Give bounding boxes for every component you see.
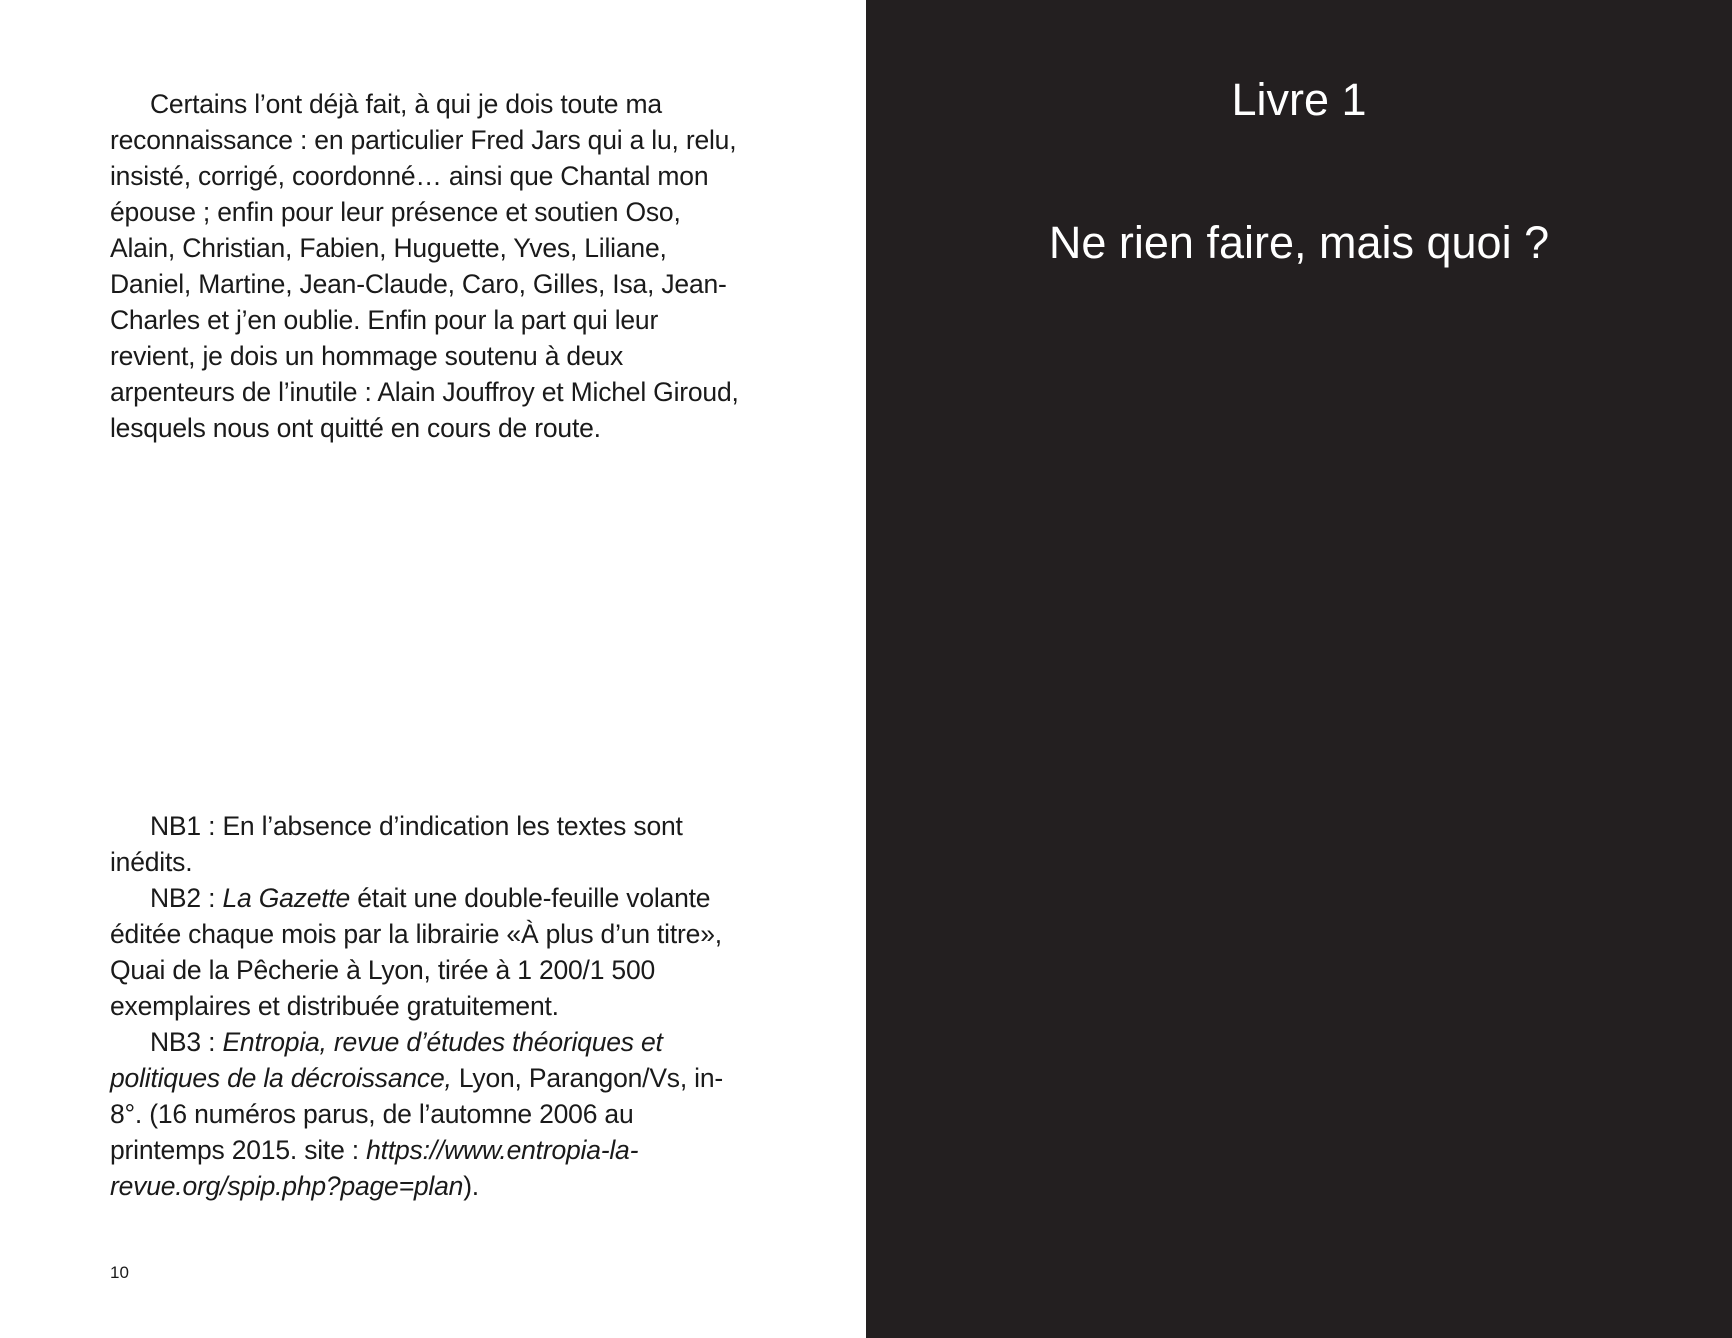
acknowledgements-paragraph: Certains l’ont déjà fait, à qui je dois toute ma reconnaissance : en particulier Fred Jars qui a lu, relu, insisté, corrigé, coordonné… ainsi que Chantal mon épouse ; enfin pour leur présence et soutien Oso, Alain, Christian, Fabien, Huguette, Yves, Liliane, Daniel, Martine, Jean-Claude, Caro, Gilles, Isa, Jean-Charles et j’en oublie. Enfin pour la part qui leur revient, je dois un hommage soutenu à deux arpenteurs de l’inutile : Alain Jouffroy et Michel Giroud, lesquels nous ont quitté en cours de route. [110, 89, 739, 443]
book-label: Livre 1 [1231, 74, 1367, 125]
page-number: 10 [110, 1263, 129, 1282]
note-nb3 [110, 1024, 750, 1204]
note-nb3-url: https://www.entropia-la-revue.org/spip.php?page=plan [110, 1135, 639, 1201]
note-nb3-prefix: NB3 : [150, 1027, 223, 1057]
note-nb3-title: Entropia, revue d’études théoriques et politiques de la décroissance, [110, 1027, 663, 1093]
note-nb1: NB1 : En l’absence d’indication les textes sont inédits. [110, 811, 683, 877]
note-nb2-text: était une double-feuille volante éditée chaque mois par la librairie «À plus d’un titre», Quai de la Pêcherie à Lyon, tirée à 1 200/1 500 exemplaires et distribuée gratuitement. [110, 883, 722, 1021]
notes-block [110, 808, 750, 1204]
note-nb2-prefix: NB2 : [150, 883, 223, 913]
right-page [866, 0, 1732, 1338]
acknowledgements-block [110, 86, 750, 446]
note-nb2 [110, 880, 750, 1024]
book-title: Ne rien faire, mais quoi ? [1048, 217, 1550, 268]
note-nb2-title: La Gazette [222, 883, 351, 913]
note-nb3-text: Lyon, Parangon/Vs, in-8°. (16 numéros parus, de l’automne 2006 au printemps 2015. site : [110, 1063, 724, 1165]
note-nb3-end: ). [463, 1171, 479, 1201]
